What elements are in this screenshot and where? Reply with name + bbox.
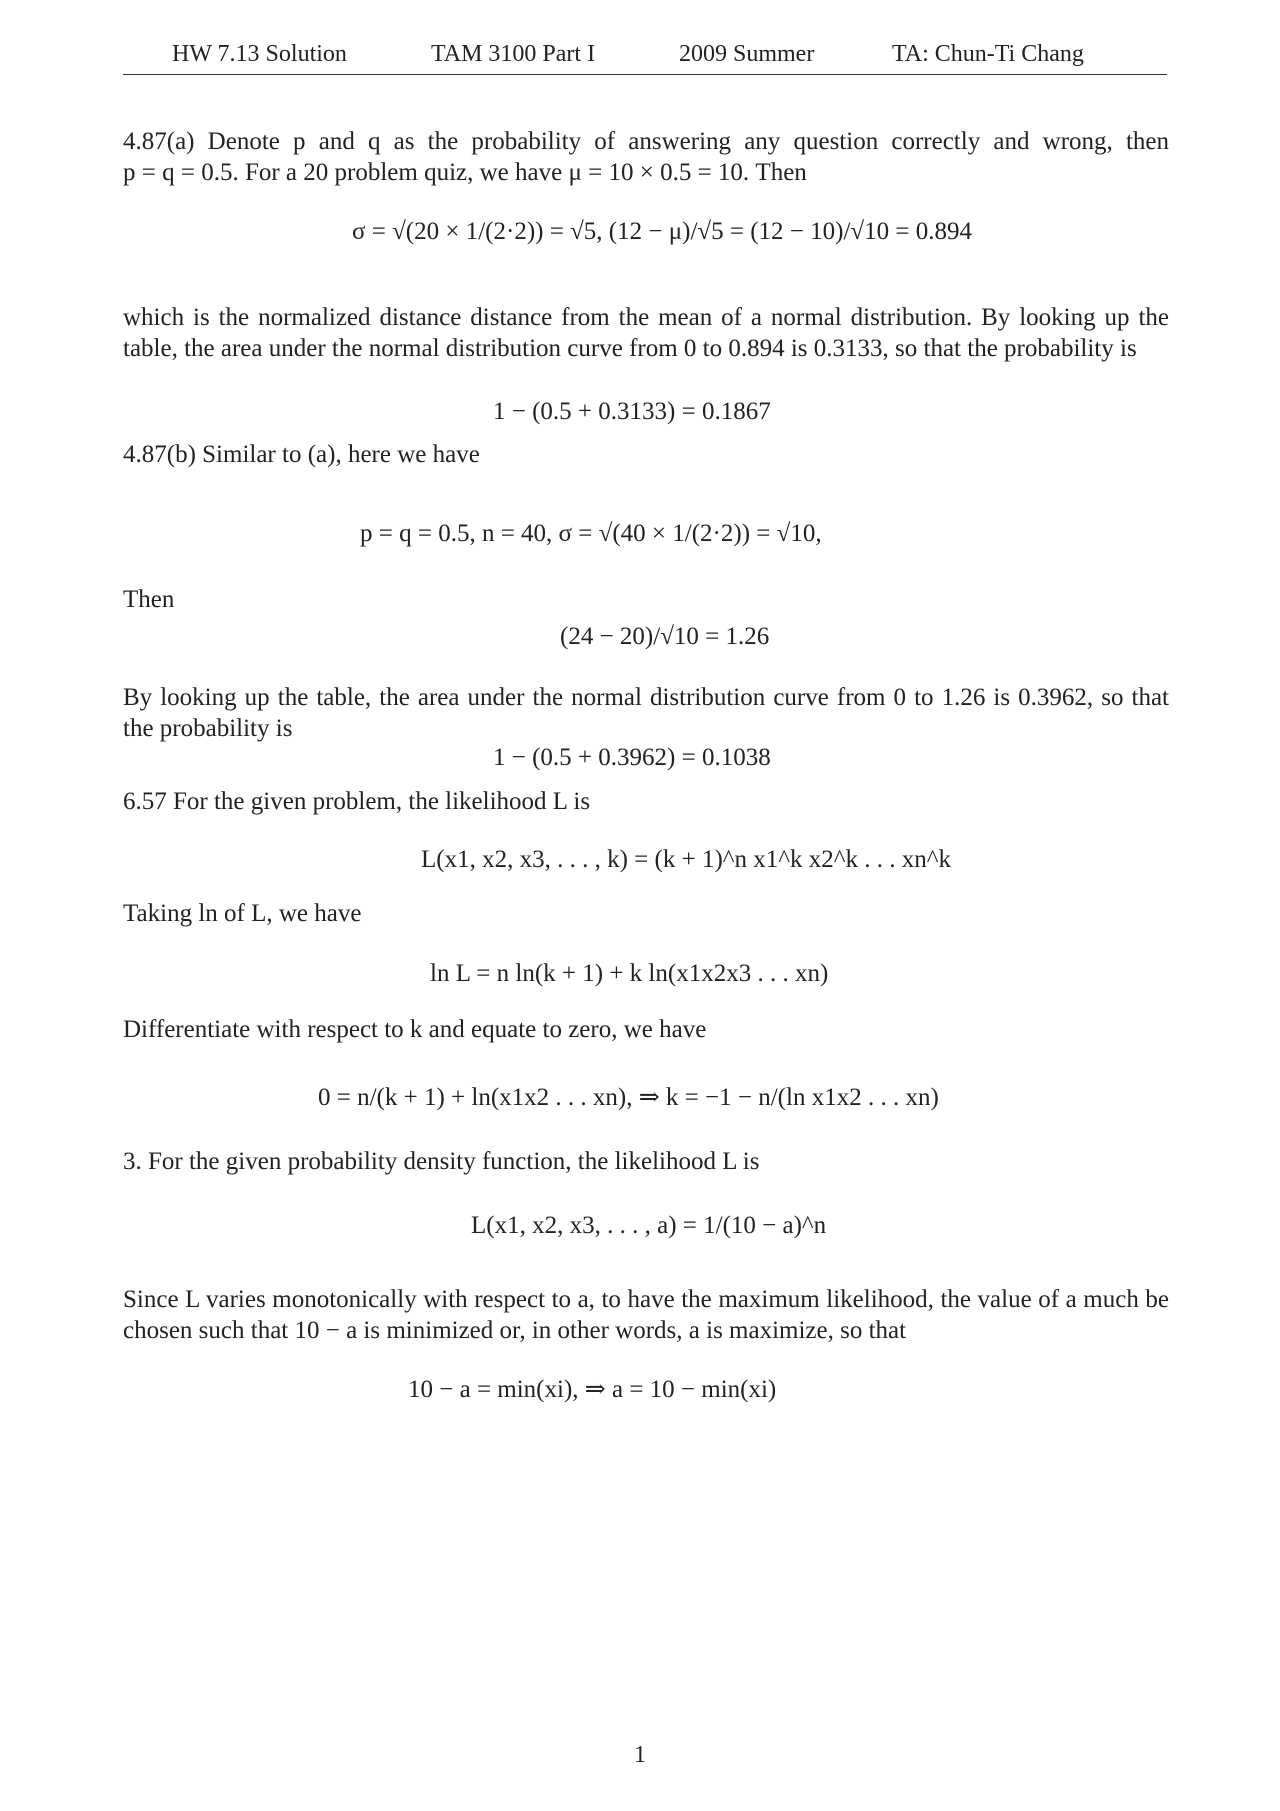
p3-text: Since L varies monotonically with respect to a, to have the maximum likelihood, the value of a much be chosen such that 10 − a is minimized or, in other words, a is maximize, so that (123, 1286, 1169, 1344)
p657-lnL-equation: ln L = n ln(k + 1) + k ln(x1x2x3 . . . xn) (430, 960, 829, 987)
p657-taking-ln: Taking ln of L, we have (123, 900, 362, 927)
p487a-line2: p = q = 0.5. For a 20 problem quiz, we have μ = 10 × 0.5 = 10. Then (123, 159, 807, 186)
p3-likelihood-equation: L(x1, x2, x3, . . . , a) = 1/(10 − a)^n (471, 1212, 827, 1239)
p487a-text: which is the normalized distance distance from the mean of a normal distribution. By looking up the table, the area under the normal distribution curve from 0 to 0.894 is 0.3133, so that the probability is (123, 304, 1169, 362)
p487b-z-equation: (24 − 20)/√10 = 1.26 (560, 623, 770, 650)
p487b-then: Then (123, 586, 175, 613)
p487a-result: 1 − (0.5 + 0.3133) = 0.1867 (493, 398, 771, 425)
header-term: 2009 Summer (679, 41, 815, 67)
p487b-result: 1 − (0.5 + 0.3962) = 0.1038 (493, 744, 771, 771)
header-course: TAM 3100 Part I (431, 41, 596, 67)
header-title: HW 7.13 Solution (172, 41, 347, 67)
p657-differentiate: Differentiate with respect to k and equate to zero, we have (123, 1016, 707, 1043)
p487a-intro (123, 126, 1169, 188)
p657-intro: 6.57 For the given problem, the likelihood L is (123, 788, 591, 815)
eq-text: σ = √(20 × 1/(2·2)) = √5, (12 − μ)/√5 = (12 − 10)/√10 = 0.894 (352, 218, 972, 245)
header-ta: TA: Chun-Ti Chang (892, 41, 1084, 67)
p3-result-equation: 10 − a = min(xi), ⇒ a = 10 − min(xi) (408, 1376, 777, 1403)
p487b-text: By looking up the table, the area under the normal distribution curve from 0 to 1.26 is 0.3962, so that the probability is (123, 684, 1169, 742)
page-header (123, 38, 1167, 75)
page-number: 1 (634, 1742, 646, 1768)
p487b-params-equation: p = q = 0.5, n = 40, σ = √(40 × 1/(2·2)) = √10, (360, 520, 822, 547)
p3-intro: 3. For the given probability density function, the likelihood L is (123, 1148, 760, 1175)
p487b-intro: 4.87(b) Similar to (a), here we have (123, 441, 480, 468)
p487a-line1: 4.87(a) Denote p and q as the probability of answering any question correctly and wrong, then (123, 128, 1169, 155)
p657-derivative-equation: 0 = n/(k + 1) + ln(x1x2 . . . xn), ⇒ k = −1 − n/(ln x1x2 . . . xn) (318, 1084, 939, 1111)
p487a-sigma-equation (352, 200, 972, 246)
p657-likelihood-equation: L(x1, x2, x3, . . . , k) = (k + 1)^n x1^k x2^k . . . xn^k (421, 846, 951, 873)
